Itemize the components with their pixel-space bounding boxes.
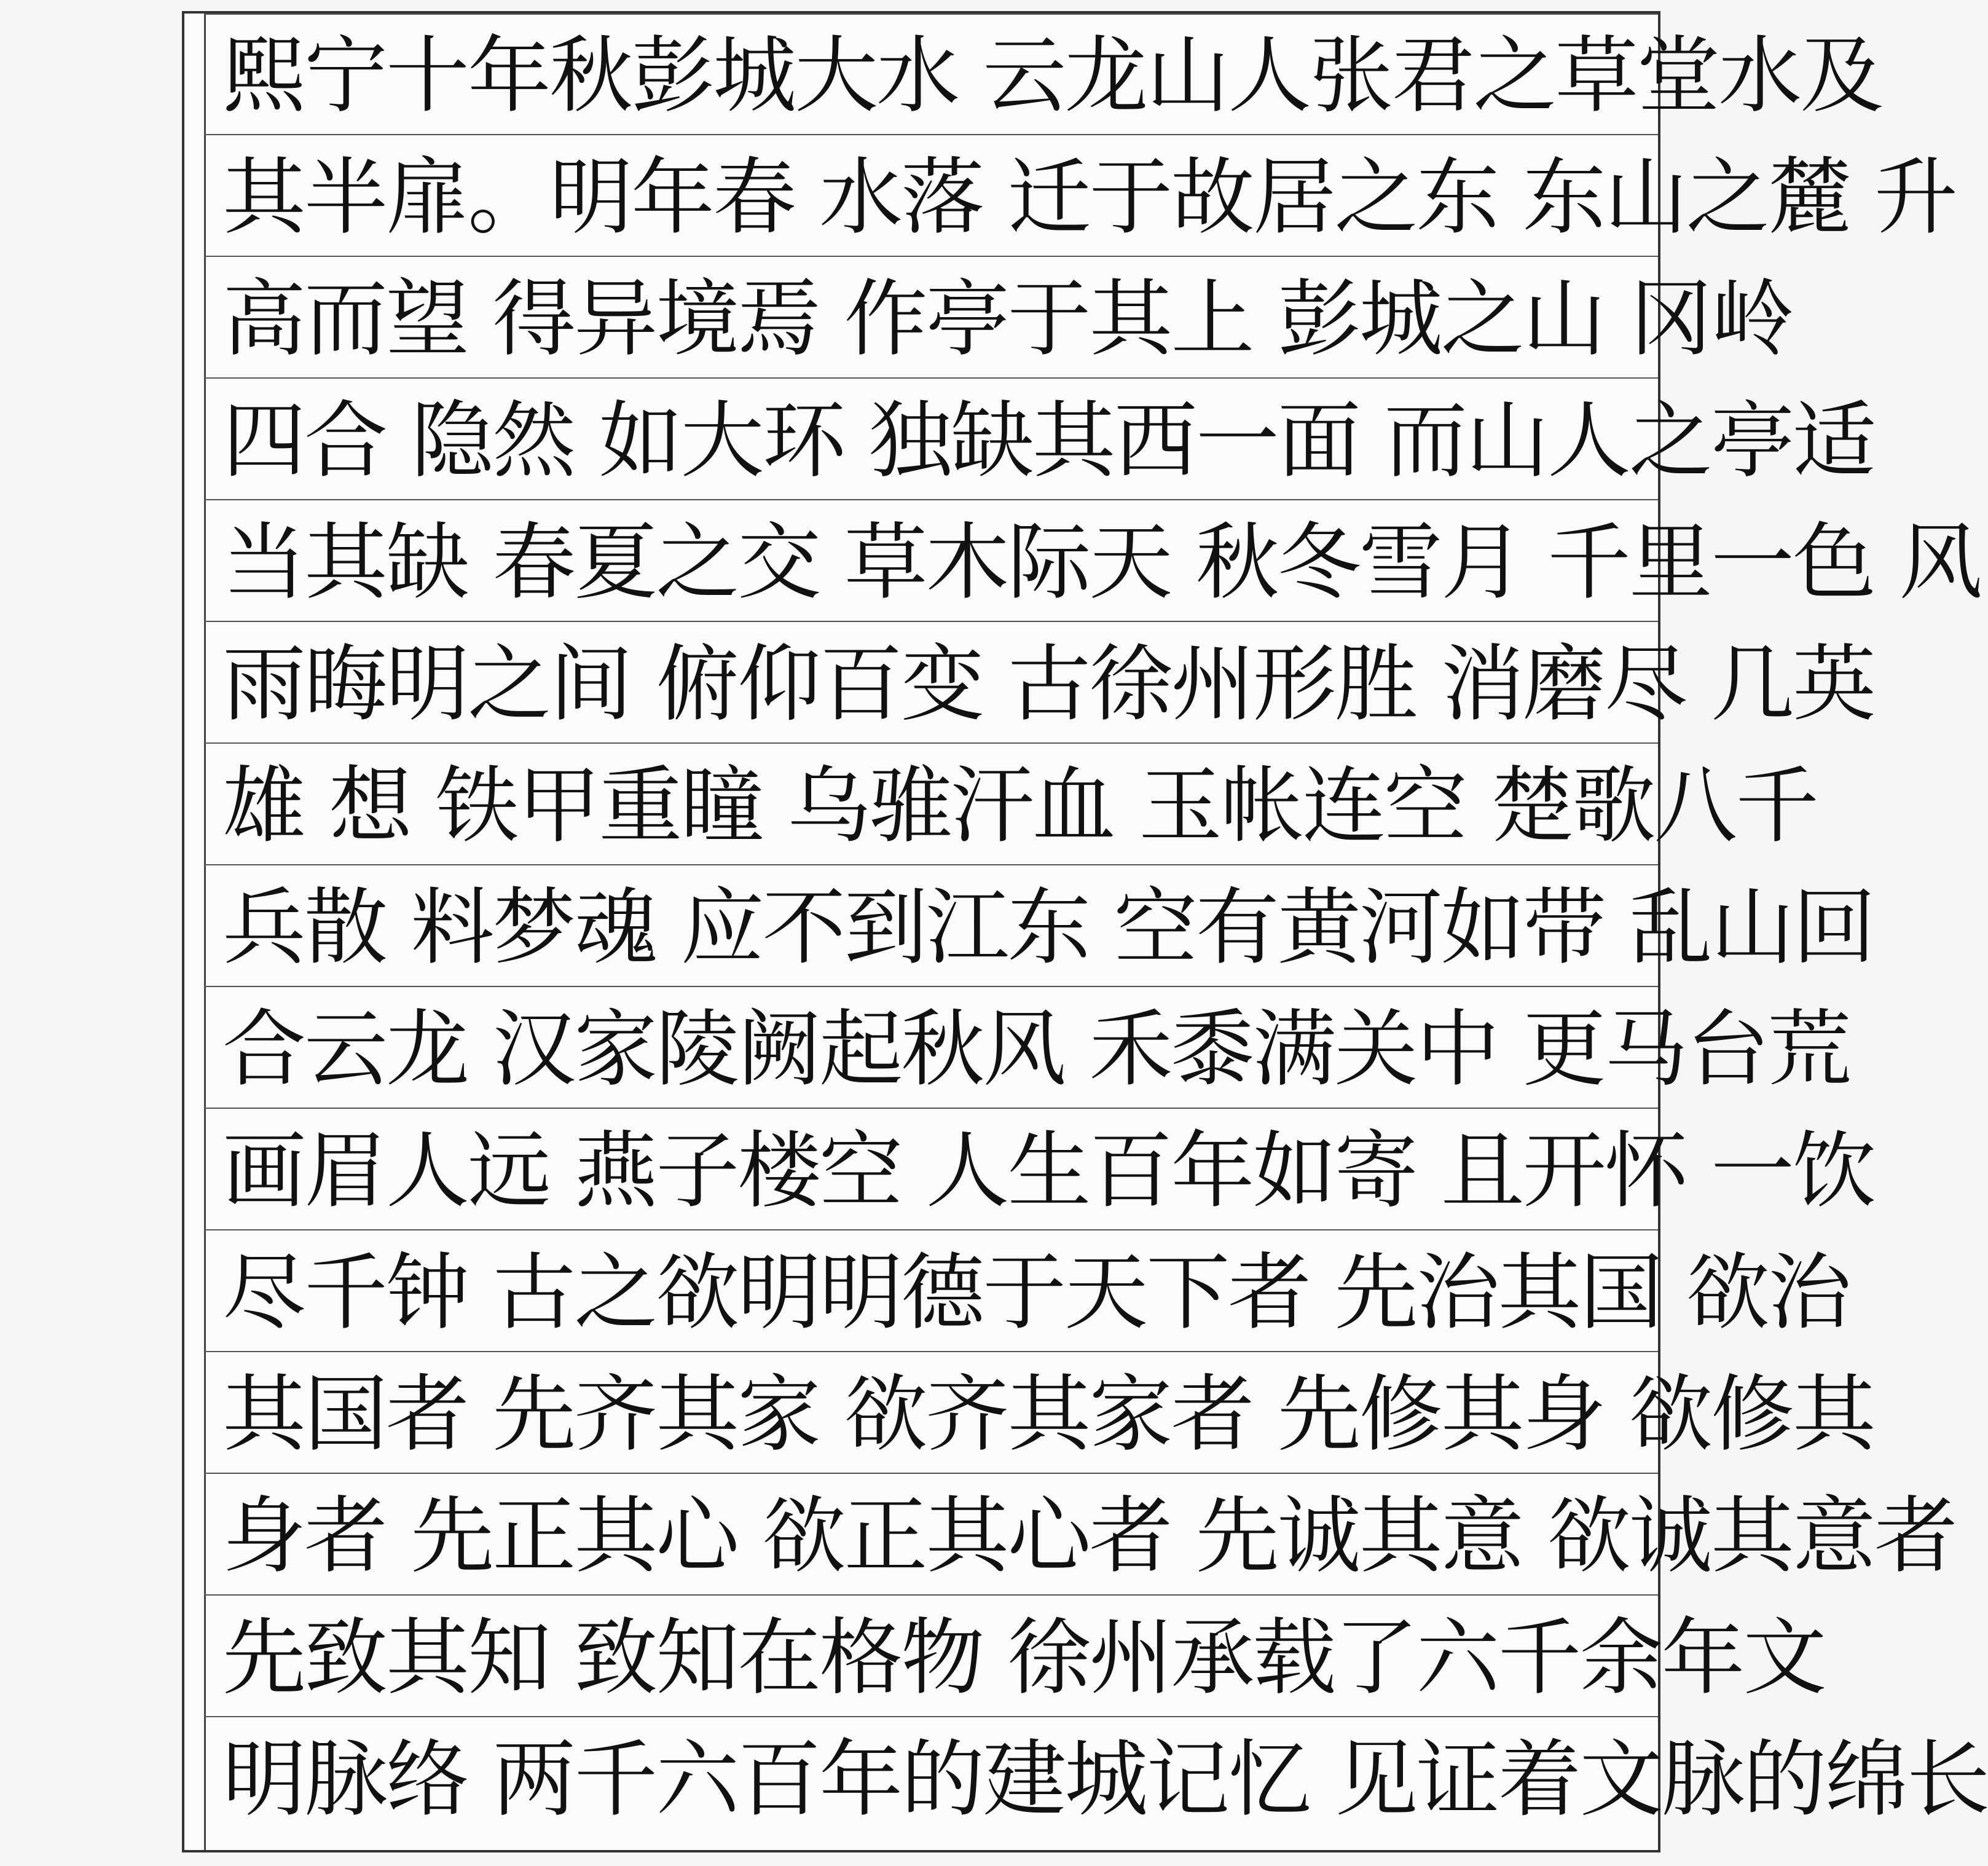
handwritten-line: 熙宁十年秋彭城大水 云龙山人张君之草堂水及 [222, 28, 1882, 125]
ruled-lines [204, 14, 1988, 1850]
handwritten-line: 高而望 得异境焉 作亭于其上 彭城之山 冈岭 [222, 271, 1793, 368]
handwritten-line: 其半扉。明年春 水落 迁于故居之东 东山之麓 升 [222, 149, 1956, 246]
handwritten-line: 其国者 先齐其家 欲齐其家者 先修其身 欲修其 [222, 1366, 1874, 1463]
handwritten-line: 尽千钟 古之欲明明德于天下者 先治其国 欲治 [222, 1245, 1850, 1342]
handwritten-line: 合云龙 汉家陵阙起秋风 禾黍满关中 更马台荒 [222, 1001, 1850, 1098]
handwritten-line: 画眉人远 燕子楼空 人生百年如寄 且开怀 一饮 [222, 1123, 1874, 1220]
handwritten-line: 先致其知 致知在格物 徐州承载了六千余年文 [222, 1610, 1825, 1707]
handwritten-line: 明脉络 两千六百年的建城记忆 见证着文脉的绵长 [222, 1731, 1988, 1829]
handwritten-line: 雨晦明之间 俯仰百变 古徐州形胜 消磨尽 几英 [222, 636, 1874, 733]
handwritten-line: 当其缺 春夏之交 草木际天 秋冬雪月 千里一色 风 [222, 514, 1981, 612]
handwritten-line: 身者 先正其心 欲正其心者 先诚其意 欲诚其意者 [222, 1488, 1956, 1585]
handwritten-line: 雄 想 铁甲重瞳 乌骓汗血 玉帐连空 楚歌八千 [222, 758, 1818, 855]
handwritten-line: 四合 隐然 如大环 独缺其西一面 而山人之亭适 [222, 393, 1874, 490]
handwritten-line: 兵散 料梦魂 应不到江东 空有黄河如带 乱山回 [222, 880, 1874, 977]
notebook-page [182, 11, 1988, 1852]
